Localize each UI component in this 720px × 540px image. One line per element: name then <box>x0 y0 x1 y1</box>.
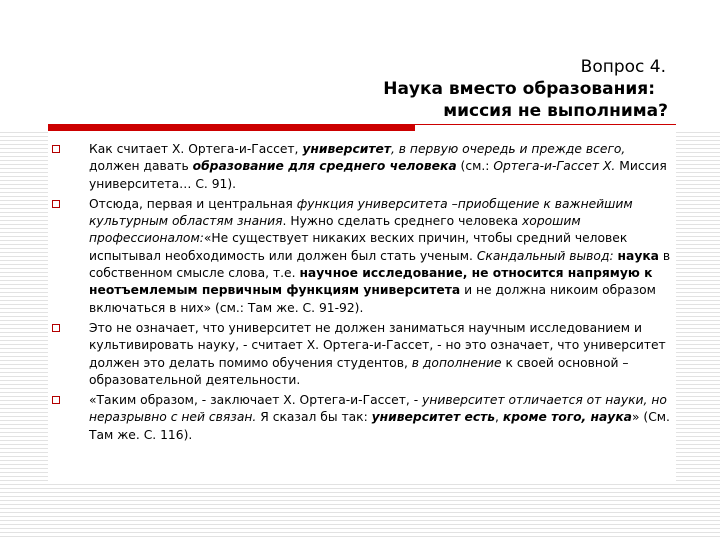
text-segment: . Нужно сделать среднего человека <box>282 214 523 229</box>
text-segment: , в первую очередь и прежде всего, <box>390 142 626 156</box>
text-segment: наука <box>617 248 659 263</box>
bullet-list <box>52 141 678 447</box>
title-accent-bar <box>48 124 415 131</box>
text-segment: хорошим профессионалом: <box>89 214 581 246</box>
bullet-text <box>89 197 670 315</box>
text-segment: «Не существует никаких веских причин, чтобы средний человек испытывал необходимость или должен был стать ученым. <box>89 231 628 263</box>
text-segment: функция университета –приобщение к важнейшим культурным областям знания <box>89 196 633 229</box>
text-segment: научное исследование, не относится напрямую к неотъемлемым первичным функциям университета <box>89 266 653 298</box>
text-segment: Это не означает, что университет не должен заниматься научным исследованием и культивировать науку, - считает Х. Ортега-и-Гассет, - но это означает, что университет должен это делать помимо обучения студентов, <box>89 320 666 370</box>
text-segment: университет есть <box>371 410 496 425</box>
bullet-item <box>52 196 678 317</box>
text-segment: Миссия университета… С. 91). <box>89 159 667 191</box>
square-bullet-icon <box>52 145 60 153</box>
square-bullet-icon <box>52 200 60 208</box>
text-segment: Как считает Х. Ортега-и-Гассет, <box>89 142 303 156</box>
text-segment: «Таким образом, - заключает Х. Ортега-и-Гассет, - <box>89 393 423 408</box>
bullet-item <box>52 392 678 444</box>
bullet-text <box>89 321 666 387</box>
title-accent-line <box>415 124 676 125</box>
text-segment: университет <box>302 142 391 156</box>
square-bullet-icon <box>52 324 60 332</box>
slide-title-question: Вопрос 4. <box>580 57 666 77</box>
bullet-text <box>89 393 670 442</box>
text-segment: кроме того, наука <box>502 410 632 425</box>
text-segment: (см.: <box>456 159 494 174</box>
slide-title-heading: Наука вместо образования: <box>383 79 655 99</box>
text-segment: Ортега-и-Гассет Х. <box>493 159 616 174</box>
text-segment: должен давать <box>89 159 193 174</box>
bullet-item <box>52 141 678 193</box>
text-segment: университет отличается от науки, но неразрывно с ней связан. <box>89 393 667 425</box>
text-segment: в дополнение <box>411 355 502 370</box>
slide-title-subheading: миссия не выполнима? <box>443 101 668 121</box>
text-segment: » (См. Там же. С. 116). <box>89 410 670 442</box>
bullet-item <box>52 320 678 389</box>
text-segment: и не должна никоим образом включаться в них» (см.: Там же. С. 91-92). <box>89 283 656 315</box>
text-segment: к своей основной – образовательной деятельности. <box>89 355 629 387</box>
text-segment: в собственном смысле слова, т.е. <box>89 248 671 281</box>
square-bullet-icon <box>52 396 60 404</box>
text-segment: , <box>495 410 503 425</box>
text-segment: образование для среднего человека <box>192 159 457 174</box>
bullet-text <box>89 142 667 191</box>
text-segment: Скандальный вывод: <box>476 248 614 263</box>
text-segment: Я сказал бы так: <box>256 410 372 425</box>
text-segment: Отсюда, первая и центральная <box>89 196 297 211</box>
slide-title <box>383 56 668 122</box>
